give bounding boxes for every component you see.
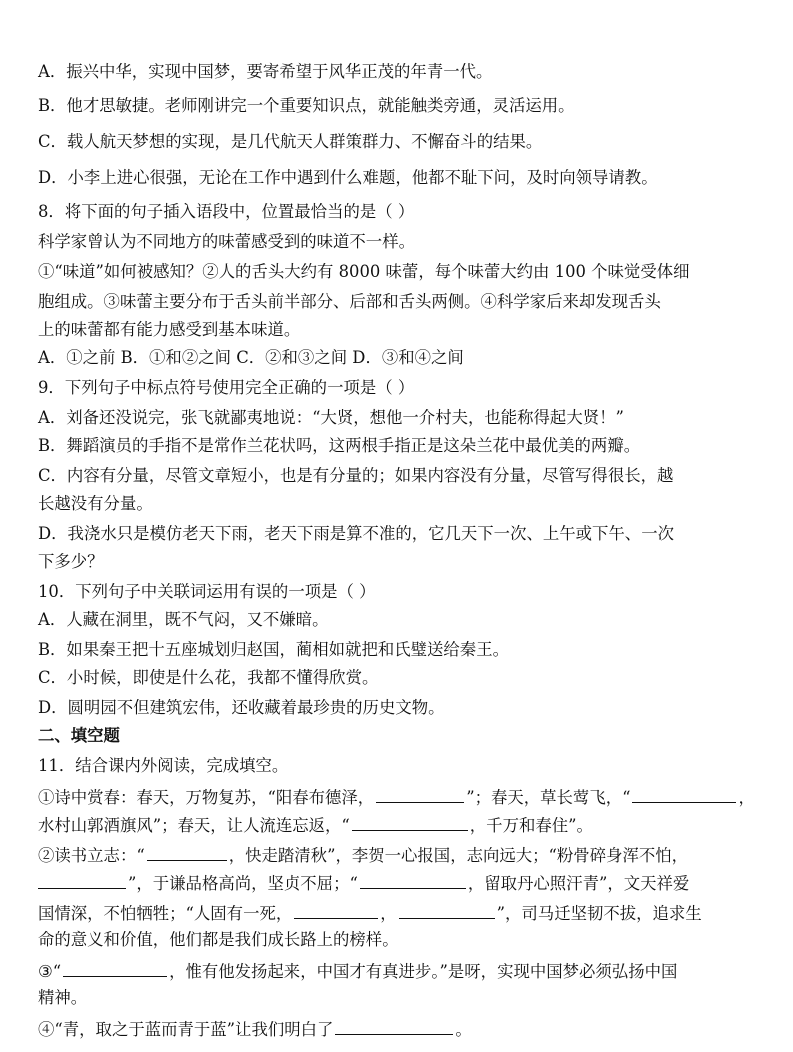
q7-option-b: B．他才思敏捷。老师刚讲完一个重要知识点，就能触类旁通，灵活运用。 (38, 96, 575, 115)
q8-sentence: 科学家曾认为不同地方的味蕾感受到的味道不一样。 (38, 232, 415, 251)
fill-text: ， (738, 788, 755, 807)
q11-fill-line-8 (38, 988, 758, 1008)
q9-option-c-line-2: 长越没有分量。 (38, 494, 153, 513)
blank-answer[interactable] (632, 786, 736, 803)
fill-text: 命的意义和价值，他们都是我们成长路上的榜样。 (38, 930, 399, 949)
blank-answer[interactable] (63, 960, 167, 977)
q9-option-c-line-1: C．内容有分量，尽管文章短小，也是有分量的；如果内容没有分量，尽管写得很长，越 (38, 466, 674, 485)
q7-option-a: A．振兴中华，实现中国梦，要寄希望于风华正茂的年青一代。 (38, 62, 493, 81)
blank-answer[interactable] (147, 844, 227, 861)
fill-text: 水村山郭酒旗风”；春天，让人流连忘返，“ (38, 816, 350, 835)
fill-text: ”；春天，草长莺飞，“ (466, 788, 631, 807)
q7-option-d: D．小李上进心很强，无论在工作中遇到什么难题，他都不耻下问，及时向领导请教。 (38, 168, 658, 187)
q11-fill-line-1 (38, 786, 758, 808)
fill-text: 国情深，不怕牺牲；“人固有一死， (38, 904, 293, 923)
q8-passage-line-2: 胞组成。③味蕾主要分布于舌头前半部分、后部和舌头两侧。④科学家后来却发现舌头 (38, 292, 661, 311)
q8-passage-line-3: 上的味蕾都有能力感受到基本味道。 (38, 320, 301, 339)
q10-option-a: A．人藏在洞里，既不气闷，又不嫌暗。 (38, 610, 329, 629)
fill-text: ”，司马迁坚韧不拔，追求生 (496, 904, 702, 923)
fill-text: 精神。 (38, 988, 88, 1007)
fill-text: ，快走踏清秋”，李贺一心报国，志向远大；“粉骨碎身浑不怕， (228, 846, 689, 865)
fill-text: ，千万和春住”。 (469, 816, 593, 835)
blank-answer[interactable] (399, 902, 495, 919)
q10-stem: 10．下列句子中关联词运用有误的一项是（ ） (38, 582, 376, 601)
q10-option-c: C．小时候，即使是什么花，我都不懂得欣赏。 (38, 668, 379, 687)
q9-option-d-line-2: 下多少？ (38, 552, 104, 571)
fill-text: ④“青，取之于蓝而青于蓝”让我们明白了 (38, 1020, 334, 1039)
q8-passage-line-1: ①“味道”如何被感知？②人的舌头大约有 8000 味蕾，每个味蕾大约由 100 个味觉受体细 (38, 262, 690, 281)
blank-answer[interactable] (38, 872, 126, 889)
fill-text: ②读书立志：“ (38, 846, 145, 865)
fill-text: ， (380, 904, 397, 923)
q11-fill-line-3 (38, 844, 758, 866)
q11-fill-line-7 (38, 960, 758, 982)
q8-options: A．①之前 B．①和②之间 C．②和③之间 D．③和④之间 (38, 348, 464, 367)
blank-answer[interactable] (376, 786, 464, 803)
section-heading: 二、填空题 (38, 726, 120, 745)
blank-answer[interactable] (360, 872, 466, 889)
fill-text: ③“ (38, 962, 62, 981)
q11-fill-line-2 (38, 814, 758, 836)
blank-answer[interactable] (352, 814, 468, 831)
q9-option-a: A．刘备还没说完，张飞就鄙夷地说：“大贤，想他一介村夫，也能称得起大贤！” (38, 408, 624, 427)
fill-text: ”，于谦品格高尚，坚贞不屈；“ (128, 874, 358, 893)
q8-stem: 8．将下面的句子插入语段中，位置最恰当的是（ ） (38, 202, 415, 221)
q7-option-c: C．载人航天梦想的实现，是几代航天人群策群力、不懈奋斗的结果。 (38, 132, 543, 151)
fill-text: ，留取丹心照汗青”，文天祥爱 (467, 874, 690, 893)
q11-fill-line-5 (38, 902, 758, 924)
q9-option-b: B．舞蹈演员的手指不是常作兰花状吗，这两根手指正是这朵兰花中最优美的两瓣。 (38, 436, 641, 455)
q11-fill-line-9 (38, 1018, 758, 1040)
q10-option-b: B．如果秦王把十五座城划归赵国，蔺相如就把和氏璧送给秦王。 (38, 640, 509, 659)
q11-fill-line-4 (38, 872, 758, 894)
q11-fill-line-6 (38, 930, 758, 950)
blank-answer[interactable] (294, 902, 378, 919)
q11-stem: 11．结合课内外阅读，完成填空。 (38, 756, 289, 775)
q9-stem: 9．下列句子中标点符号使用完全正确的一项是（ ） (38, 378, 415, 397)
q9-option-d-line-1: D．我浇水只是模仿老天下雨，老天下雨是算不准的，它几天下一次、上午或下午、一次 (38, 524, 674, 543)
fill-text: 。 (455, 1020, 472, 1039)
blank-answer[interactable] (335, 1018, 453, 1035)
fill-text: ，惟有他发扬起来，中国才有真进步。”是呀，实现中国梦必须弘扬中国 (169, 962, 678, 981)
fill-text: ①诗中赏春：春天，万物复苏，“阳春布德泽， (38, 788, 375, 807)
q10-option-d: D．圆明园不但建筑宏伟，还收藏着最珍贵的历史文物。 (38, 698, 445, 717)
